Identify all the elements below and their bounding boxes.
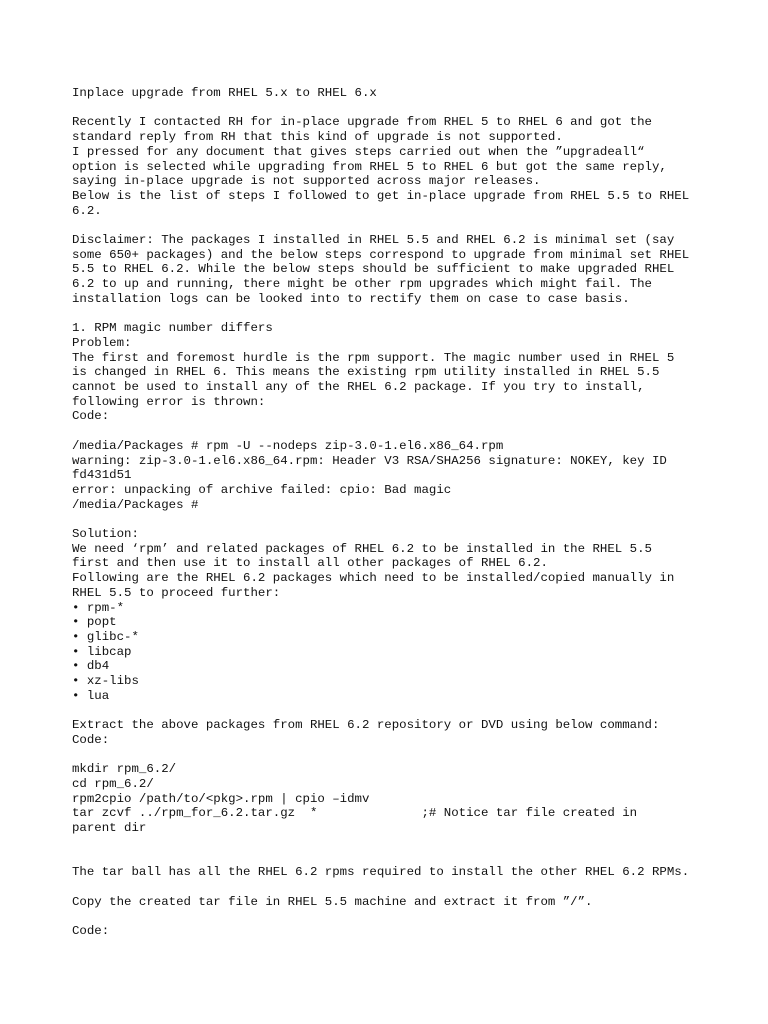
tarball-note: The tar ball has all the RHEL 6.2 rpms required to install the other RHEL 6.2 RPMs. <box>72 865 690 880</box>
spacer <box>72 101 712 116</box>
spacer <box>72 307 712 322</box>
paragraph-line: RHEL 5.5 to proceed further: <box>72 585 281 600</box>
spacer <box>72 880 712 895</box>
code-line: parent dir <box>72 821 147 836</box>
problem-paragraph <box>72 351 712 410</box>
document-body <box>72 86 712 939</box>
paragraph-line: Disclaimer: The packages I installed in RHEL 5.5 and RHEL 6.2 is minimal set (say <box>72 233 675 247</box>
spacer <box>72 909 712 924</box>
paragraph-line: standard reply from RH that this kind of upgrade is not supported. <box>72 130 563 145</box>
paragraph-line: 5.5 to RHEL 6.2. While the below steps should be sufficient to make upgraded RHEL <box>72 262 675 277</box>
disclaimer-paragraph <box>72 233 712 307</box>
spacer <box>72 703 712 718</box>
code-line: /media/Packages # <box>72 497 199 512</box>
solution-paragraph <box>72 542 712 601</box>
paragraph-line: Below is the list of steps I followed to get in-place upgrade from RHEL 5.5 to RHEL <box>72 188 690 203</box>
paragraph-line: I pressed for any document that gives steps carried out when the ”upgradeall“ <box>72 144 645 159</box>
list-item: • xz-libs <box>72 674 139 689</box>
paragraph-line: installation logs can be looked into to rectify them on case to case basis. <box>72 291 630 306</box>
list-item: • popt <box>72 615 117 630</box>
code-line: mkdir rpm_6.2/ <box>72 762 177 777</box>
code-line: rpm2cpio /path/to/<pkg>.rpm | cpio –idmv <box>72 791 370 806</box>
extract-instruction: Extract the above packages from RHEL 6.2 repository or DVD using below command: <box>72 718 660 733</box>
intro-paragraph <box>72 115 712 218</box>
paragraph-line: some 650+ packages) and the below steps correspond to upgrade from minimal set RHEL <box>72 247 690 262</box>
spacer <box>72 218 712 233</box>
package-list <box>72 601 712 704</box>
paragraph-line: Recently I contacted RH for in-place upgrade from RHEL 5 to RHEL 6 and got the <box>72 115 652 130</box>
spacer <box>72 836 712 851</box>
list-item: • libcap <box>72 644 132 659</box>
code-line: /media/Packages # rpm -U --nodeps zip-3.0-1.el6.x86_64.rpm <box>72 438 504 453</box>
code-line: cd rpm_6.2/ <box>72 776 154 791</box>
problem-label: Problem: <box>72 335 132 350</box>
list-item: • rpm-* <box>72 600 125 615</box>
paragraph-line: 6.2. <box>72 203 102 218</box>
section-heading: 1. RPM magic number differs <box>72 321 273 336</box>
spacer <box>72 850 712 865</box>
code-line: tar zcvf ../rpm_for_6.2.tar.gz * ;# Notice tar file created in <box>72 806 638 821</box>
code-line: warning: zip-3.0-1.el6.x86_64.rpm: Header V3 RSA/SHA256 signature: NOKEY, key ID <box>72 453 667 468</box>
paragraph-line: The first and foremost hurdle is the rpm support. The magic number used in RHEL 5 <box>72 350 675 365</box>
spacer <box>72 748 712 763</box>
list-item: • db4 <box>72 659 110 674</box>
code-label: Code: <box>72 732 110 747</box>
paragraph-line: saying in-place upgrade is not supported across major releases. <box>72 174 541 189</box>
code-block-extract <box>72 762 712 836</box>
paragraph-line: first and then use it to install all other packages of RHEL 6.2. <box>72 556 548 571</box>
solution-label: Solution: <box>72 527 139 542</box>
code-line: error: unpacking of archive failed: cpio: Bad magic <box>72 482 452 497</box>
paragraph-line: option is selected while upgrading from RHEL 5 to RHEL 6 but got the same reply, <box>72 159 667 174</box>
paragraph-line: We need ‘rpm’ and related packages of RHEL 6.2 to be installed in the RHEL 5.5 <box>72 541 652 556</box>
spacer <box>72 512 712 527</box>
code-line: fd431d51 <box>72 468 132 483</box>
spacer <box>72 424 712 439</box>
paragraph-line: is changed in RHEL 6. This means the existing rpm utility installed in RHEL 5.5 <box>72 365 660 380</box>
document-title: Inplace upgrade from RHEL 5.x to RHEL 6.x <box>72 86 377 100</box>
list-item: • lua <box>72 688 110 703</box>
paragraph-line: Following are the RHEL 6.2 packages which need to be installed/copied manually in <box>72 571 675 586</box>
paragraph-line: 6.2 to up and running, there might be other rpm upgrades which might fail. The <box>72 277 652 292</box>
code-label: Code: <box>72 923 110 938</box>
paragraph-line: cannot be used to install any of the RHEL 6.2 package. If you try to install, <box>72 380 645 395</box>
list-item: • glibc-* <box>72 629 139 644</box>
code-block-error <box>72 439 712 513</box>
paragraph-line: following error is thrown: <box>72 394 266 409</box>
copy-instruction: Copy the created tar file in RHEL 5.5 machine and extract it from ”/”. <box>72 894 593 909</box>
code-label: Code: <box>72 409 110 424</box>
